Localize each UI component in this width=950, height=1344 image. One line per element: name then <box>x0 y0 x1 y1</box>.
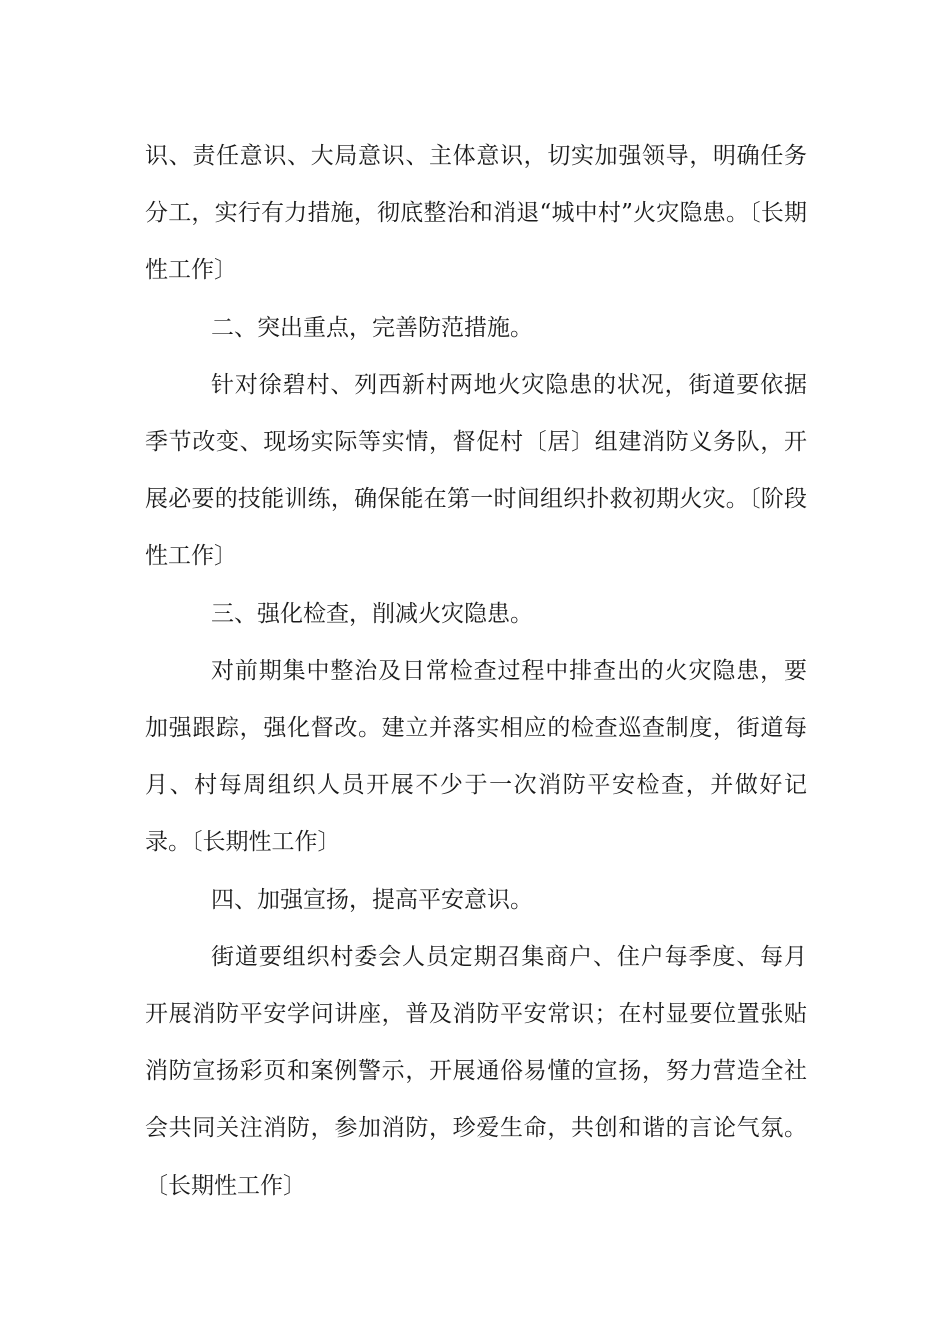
paragraph-section-4: 街道要组织村委会人员定期召集商户、住户每季度、每月开展消防平安学问讲座，普及消防平安常识；在村显要位置张贴消防宣扬彩页和案例警示，开展通俗易懂的宣扬，努力营造全社会共同关注消防，参加消防，珍爱生命，共创和谐的言论气氛。〔长期性工作〕 <box>145 943 807 1199</box>
paragraph-continuation: 识、责任意识、大局意识、主体意识，切实加强领导，明确任务分工，实行有力措施，彻底整治和消退“城中村”火灾隐患。〔长期性工作〕 <box>145 143 807 284</box>
section-heading-4: 四、加强宣扬，提高平安意识。 <box>211 886 533 913</box>
paragraph-section-3: 对前期集中整治及日常检查过程中排查出的火灾隐患，要加强跟踪，强化督改。建立并落实相应的检查巡查制度，街道每月、村每周组织人员开展不少于一次消防平安检查，并做好记录。〔长期性工作〕 <box>145 657 807 856</box>
document-body <box>145 128 807 1215</box>
paragraph-section-2: 针对徐碧村、列西新村两地火灾隐患的状况，街道要依据季节改变、现场实际等实情，督促村〔居〕组建消防义务队，开展必要的技能训练，确保能在第一时间组织扑救初期火灾。〔阶段性工作〕 <box>145 371 807 570</box>
section-heading-3: 三、强化检查，削减火灾隐患。 <box>211 600 533 627</box>
section-heading-2: 二、突出重点，完善防范措施。 <box>211 314 533 341</box>
